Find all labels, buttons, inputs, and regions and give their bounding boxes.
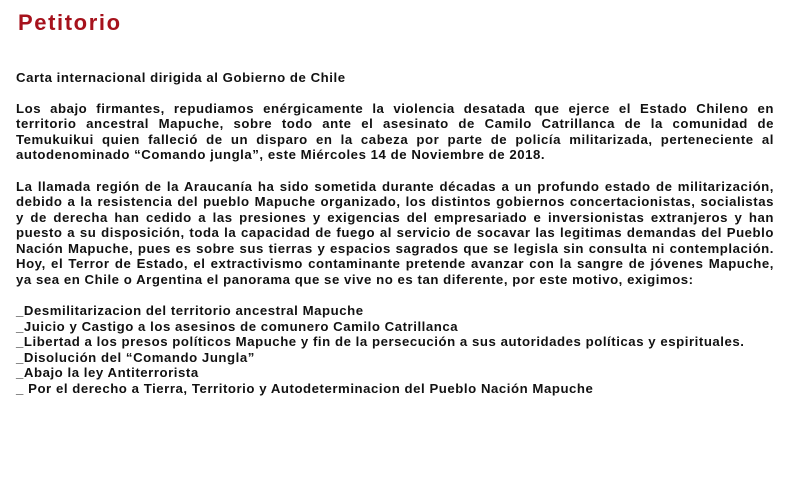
- demand-item: _ Por el derecho a Tierra, Territorio y Autodeterminacion del Pueblo Nación Mapuche: [16, 380, 594, 396]
- paragraph-context: La llamada región de la Araucanía ha sido sometida durante décadas a un profundo estado de militarización, debido a la resistencia del pueblo Mapuche organizado, los distintos gobiernos concertacionistas, socialistas y de derecha han cedido a las presiones y exigencias del empresariado e inversionistas extranjeros y han puesto a su disposición, toda la capacidad de fuego al servicio de socavar las legitimas demandas del Pueblo Nación Mapuche, pues es sobre sus tierras y espacios sagrados que se legisla sin consulta ni contemplación. Hoy, el Terror de Estado, el extractivismo contaminante pretende avanzar con la sangre de jóvenes Mapuche, ya sea en Chile o Argentina el panorama que se vive no es tan diferente, por este motivo, exigimos:: [16, 178, 774, 287]
- demand-item: _Abajo la ley Antiterrorista: [16, 365, 199, 380]
- page-title: Petitorio: [18, 10, 122, 35]
- demand-item: _Desmilitarizacion del territorio ancestral Mapuche: [16, 303, 364, 318]
- letter-body: [16, 70, 774, 396]
- letter-heading: Carta internacional dirigida al Gobierno de Chile: [16, 70, 346, 85]
- demands-list: [16, 303, 774, 396]
- demand-item: _Disolución del “Comando Jungla”: [16, 349, 255, 365]
- demand-item: _Juicio y Castigo a los asesinos de comunero Camilo Catrillanca: [16, 318, 459, 334]
- demand-item: _Libertad a los presos políticos Mapuche y fin de la persecución a sus autoridades políticas y espirituales.: [16, 334, 745, 349]
- paragraph-repudiation: Los abajo firmantes, repudiamos enérgicamente la violencia desatada que ejerce el Estado Chileno en territorio ancestral Mapuche, sobre todo ante el asesinato de Camilo Catrillanca de la comunidad de Temukuikui quien falleció de un disparo en la cabeza por parte de policía militarizada, perteneciente al autodenominado “Comando jungla”, este Miércoles 14 de Noviembre de 2018.: [16, 100, 774, 162]
